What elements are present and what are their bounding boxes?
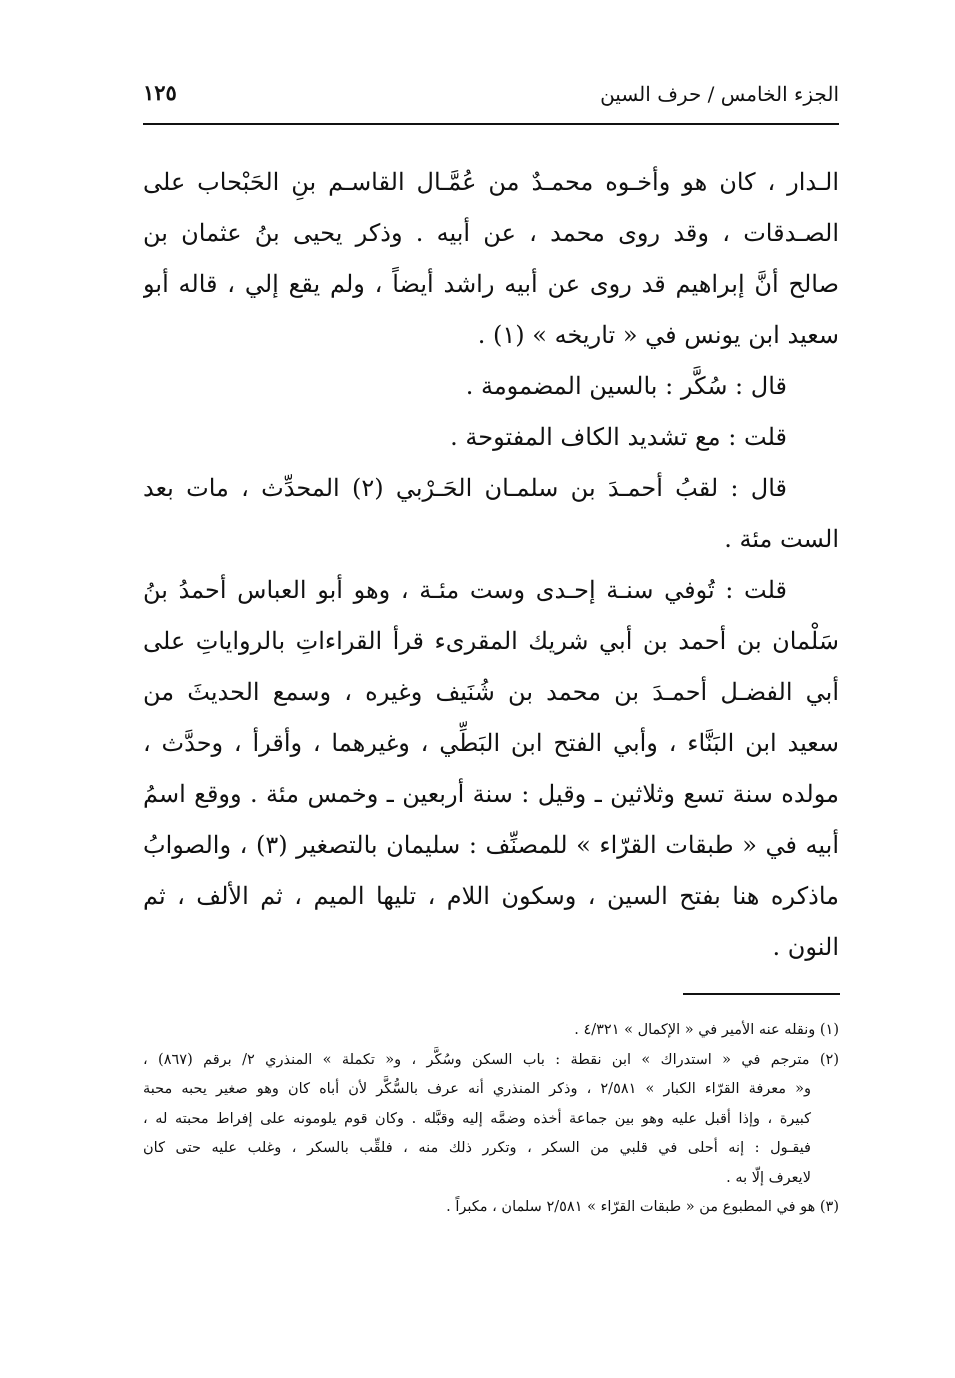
footnote-line: (٣) هو في المطبوع من « طبقات القرّاء » ٢/٥٨١ سلمان ، مكبراً . [446, 1199, 839, 1215]
main-text [143, 157, 839, 973]
footnote-line: (١) ونقله عنه الأمير في « الإكمال » ٤/٣٢١ . [574, 1022, 839, 1038]
text-line: الست مئة . [724, 525, 839, 553]
footnote-rule [683, 993, 840, 995]
text-line: الـدار ، كان هو وأخـوه محمـدٌ من عُمَّـال القاسـم بنِ الحَبْحاب على [143, 168, 839, 196]
footnotes [143, 1016, 839, 1223]
footnote-line: فيقـول : إنه أحلى في قلبي من السكر ، وتكرر ذلك منه ، فلقِّب بالسكر ، وغلب عليه حتى كان [143, 1140, 811, 1156]
text-line: سعيد ابن يونس في « تاريخه » (١) . [477, 321, 839, 349]
text-line: قلت : مع تشديد الكاف المفتوحة . [450, 423, 787, 451]
running-title: الجزء الخامس / حرف السين [600, 82, 839, 106]
page-number: ١٢٥ [143, 80, 177, 105]
header-rule [143, 123, 839, 125]
text-line: سعيد ابن البَنَّاء ، وأبي الفتح ابن البَطِّي ، وغيرهما ، وأقرأ ، وحدَّث ، [143, 729, 839, 757]
text-line: الصـدقات ، وقد روى محمد ، عن أبيه . وذكر يحيى بنُ عثمان بن [143, 219, 839, 247]
text-line: قال : لقبُ أحمـدَ بن سلمـان الحَـرْبي (٢) المحدِّث ، مات بعد [143, 474, 787, 502]
text-line: أبيه في « طبقات القرّاء » للمصنِّف : سليمان بالتصغير (٣) ، والصوابُ [143, 831, 839, 859]
text-line: قلت : تُوفي سنـة إحـدى وست مئـة ، وهو أبو العباس أحمدُ بنُ [143, 576, 787, 604]
footnote-line: (٢) مترجم في « استدراك » ابن نقطة : باب السكن وسُكَّر ، و« تكملة » المنذري ٢/ برقم (٨٦٧) ، [143, 1051, 839, 1068]
text-line: قال : سُكَّر : بالسين المضمومة . [465, 372, 787, 400]
text-line: ماذكره هنا بفتح السين ، وسكون اللام ، تليها الميم ، ثم الألف ، ثم [143, 882, 839, 910]
text-line: أبي الفضـل أحمـدَ بن محمد بن شُنَيف وغيره ، وسمع الحديثَ من [143, 678, 839, 706]
text-line: النون . [772, 933, 839, 961]
text-line: سَلْمان بن أحمد بن أبي شريك المقرىء قرأ القراءاتِ بالرواياتِ على [143, 627, 839, 655]
footnote-line: و« معرفة القرّاء الكبار » ٢/٥٨١ ، وذكر المنذري أنه عرف بالسُّكَّر لأن أباه كان وهو صغير يحبه محبة [143, 1081, 812, 1097]
page-header [143, 82, 839, 116]
footnote-line: لايعرف إلّا به . [726, 1169, 811, 1186]
footnote-line: كبيرة ، وإذا أقبل عليه وهو بين جماعة أخذه وضمَّه إليه وقبَّله . وكان قوم يلومونه على إفراط محبته له ، [143, 1110, 811, 1127]
text-line: صالح أنَّ إبراهيم قد روى عن أبيه راشد أيضاً ، ولم يقع إلي ، قاله أبو [143, 270, 839, 298]
text-line: مولده سنة تسع وثلاثين ـ وقيل : سنة أربعين ـ وخمس مئة . ووقع اسمُ [143, 780, 839, 808]
